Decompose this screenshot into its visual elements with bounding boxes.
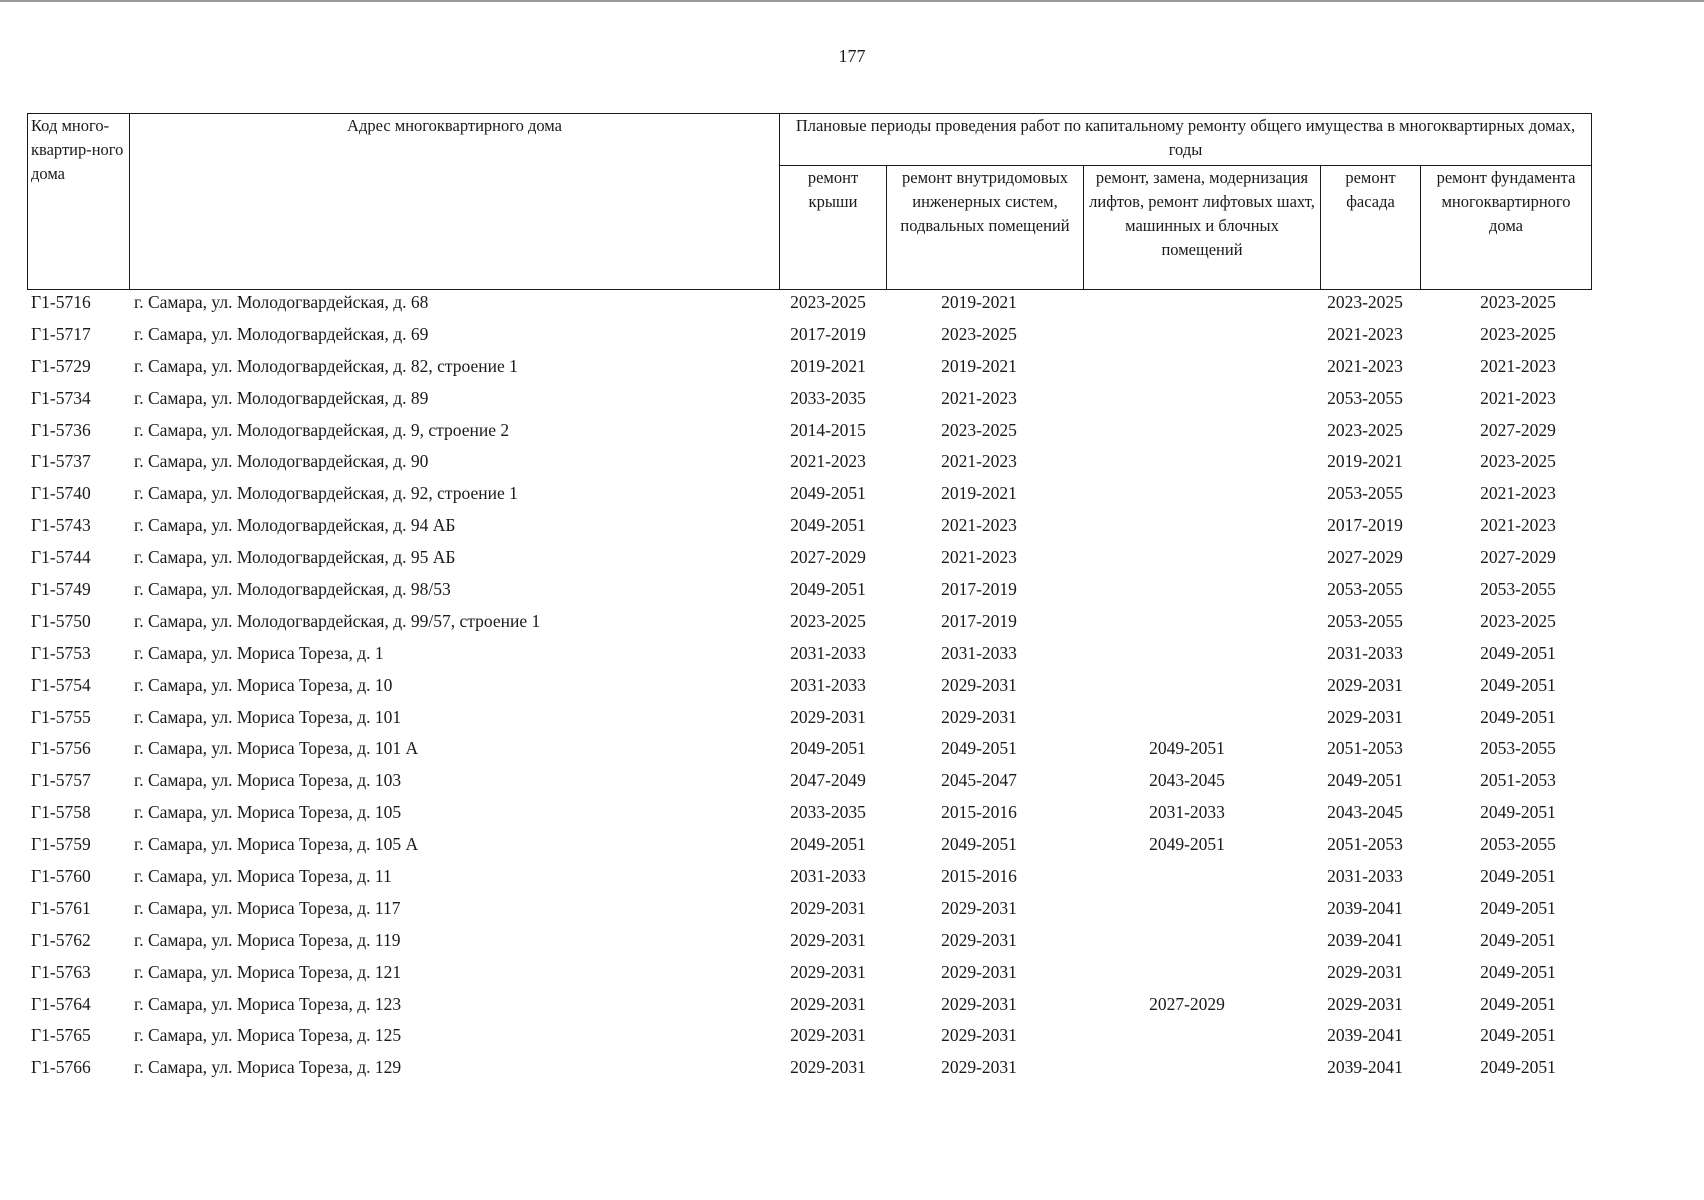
foundation-period: 2049-2051 bbox=[1480, 802, 1556, 823]
engineering-period: 2019-2021 bbox=[941, 292, 1017, 312]
roof-period: 2029-2031 bbox=[790, 929, 866, 950]
lifts-period: 2027-2029 bbox=[1149, 993, 1225, 1014]
house-code: Г1-5744 bbox=[31, 547, 91, 568]
house-code: Г1-5729 bbox=[31, 355, 91, 376]
engineering-period: 2021-2023 bbox=[941, 387, 1017, 408]
engineering-period: 2049-2051 bbox=[941, 738, 1017, 759]
roof-period: 2019-2021 bbox=[790, 355, 866, 376]
house-address: г. Самара, ул. Мориса Тореза, д. 101 bbox=[134, 706, 402, 727]
foundation-period: 2053-2055 bbox=[1480, 738, 1556, 759]
foundation-period: 2049-2051 bbox=[1480, 1057, 1556, 1078]
house-address: г. Самара, ул. Мориса Тореза, д. 101 А bbox=[134, 738, 419, 759]
house-address: г. Самара, ул. Молодогвардейская, д. 68 bbox=[134, 292, 429, 312]
engineering-period: 2031-2033 bbox=[941, 642, 1017, 663]
facade-period: 2021-2023 bbox=[1327, 323, 1403, 344]
house-code: Г1-5743 bbox=[31, 515, 91, 536]
house-address: г. Самара, ул. Молодогвардейская, д. 69 bbox=[134, 323, 429, 344]
foundation-period: 2027-2029 bbox=[1480, 419, 1556, 440]
facade-period: 2053-2055 bbox=[1327, 483, 1403, 504]
house-address: г. Самара, ул. Мориса Тореза, д. 119 bbox=[134, 929, 401, 950]
foundation-period: 2021-2023 bbox=[1480, 515, 1556, 536]
house-address: г. Самара, ул. Молодогвардейская, д. 99/57, строение 1 bbox=[134, 610, 541, 631]
engineering-period: 2021-2023 bbox=[941, 515, 1017, 536]
facade-period: 2051-2053 bbox=[1327, 834, 1403, 855]
roof-period: 2049-2051 bbox=[790, 738, 866, 759]
header-periods-group: Плановые периоды проведения работ по капитальному ремонту общего имущества в многоквартирных домах, годы bbox=[780, 114, 1592, 166]
house-code: Г1-5763 bbox=[31, 961, 91, 982]
engineering-period: 2029-2031 bbox=[941, 1025, 1017, 1046]
engineering-period: 2015-2016 bbox=[941, 866, 1017, 887]
house-code: Г1-5753 bbox=[31, 642, 91, 663]
roof-period: 2049-2051 bbox=[790, 579, 866, 600]
engineering-period: 2029-2031 bbox=[941, 1057, 1017, 1078]
house-code: Г1-5759 bbox=[31, 834, 91, 855]
roof-period: 2031-2033 bbox=[790, 642, 866, 663]
engineering-period: 2029-2031 bbox=[941, 897, 1017, 918]
foundation-period: 2023-2025 bbox=[1480, 323, 1556, 344]
foundation-period: 2049-2051 bbox=[1480, 1025, 1556, 1046]
lifts-period: 2049-2051 bbox=[1149, 738, 1225, 759]
house-address: г. Самара, ул. Мориса Тореза, д. 1 bbox=[134, 642, 384, 663]
house-address: г. Самара, ул. Мориса Тореза, д. 129 bbox=[134, 1057, 402, 1078]
house-address: г. Самара, ул. Молодогвардейская, д. 9, строение 2 bbox=[134, 419, 510, 440]
engineering-period: 2021-2023 bbox=[941, 547, 1017, 568]
page-top-border bbox=[0, 0, 1704, 2]
header-engineering: ремонт внутридомовых инженерных систем, подвальных помещений bbox=[887, 166, 1084, 290]
engineering-period: 2019-2021 bbox=[941, 483, 1017, 504]
roof-period: 2029-2031 bbox=[790, 993, 866, 1014]
house-address: г. Самара, ул. Мориса Тореза, д. 105 А bbox=[134, 834, 419, 855]
house-address: г. Самара, ул. Мориса Тореза, д. 123 bbox=[134, 993, 402, 1014]
roof-period: 2029-2031 bbox=[790, 961, 866, 982]
page-number: 177 bbox=[838, 46, 866, 66]
foundation-period: 2049-2051 bbox=[1480, 674, 1556, 695]
facade-period: 2019-2021 bbox=[1327, 451, 1403, 472]
engineering-period: 2017-2019 bbox=[941, 579, 1017, 600]
house-address: г. Самара, ул. Мориса Тореза, д. 11 bbox=[134, 866, 392, 887]
facade-period: 2029-2031 bbox=[1327, 674, 1403, 695]
house-code: Г1-5737 bbox=[31, 451, 91, 472]
house-address: г. Самара, ул. Молодогвардейская, д. 95 АБ bbox=[134, 547, 456, 568]
roof-period: 2029-2031 bbox=[790, 1057, 866, 1078]
foundation-period: 2027-2029 bbox=[1480, 547, 1556, 568]
engineering-period: 2029-2031 bbox=[941, 929, 1017, 950]
facade-period: 2023-2025 bbox=[1327, 419, 1403, 440]
facade-period: 2039-2041 bbox=[1327, 1025, 1403, 1046]
facade-period: 2017-2019 bbox=[1327, 515, 1403, 536]
engineering-period: 2029-2031 bbox=[941, 961, 1017, 982]
facade-period: 2029-2031 bbox=[1327, 993, 1403, 1014]
header-facade: ремонт фасада bbox=[1321, 166, 1421, 290]
header-roof: ремонт крыши bbox=[780, 166, 887, 290]
foundation-period: 2051-2053 bbox=[1480, 770, 1556, 791]
house-code: Г1-5766 bbox=[31, 1057, 91, 1078]
house-code: Г1-5717 bbox=[31, 323, 91, 344]
facade-period: 2053-2055 bbox=[1327, 610, 1403, 631]
roof-period: 2049-2051 bbox=[790, 515, 866, 536]
house-address: г. Самара, ул. Молодогвардейская, д. 94 АБ bbox=[134, 515, 456, 536]
facade-period: 2021-2023 bbox=[1327, 355, 1403, 376]
house-code: Г1-5761 bbox=[31, 897, 91, 918]
house-address: г. Самара, ул. Молодогвардейская, д. 98/53 bbox=[134, 579, 451, 600]
facade-period: 2031-2033 bbox=[1327, 866, 1403, 887]
header-code: Код много-квартир-ного дома bbox=[28, 114, 130, 290]
foundation-period: 2049-2051 bbox=[1480, 993, 1556, 1014]
house-code: Г1-5716 bbox=[31, 292, 91, 312]
house-code: Г1-5756 bbox=[31, 738, 91, 759]
foundation-period: 2053-2055 bbox=[1480, 834, 1556, 855]
roof-period: 2014-2015 bbox=[790, 419, 866, 440]
foundation-period: 2049-2051 bbox=[1480, 897, 1556, 918]
roof-period: 2049-2051 bbox=[790, 483, 866, 504]
facade-period: 2053-2055 bbox=[1327, 387, 1403, 408]
house-code: Г1-5762 bbox=[31, 929, 91, 950]
lifts-period: 2049-2051 bbox=[1149, 834, 1225, 855]
foundation-period: 2049-2051 bbox=[1480, 961, 1556, 982]
house-code: Г1-5736 bbox=[31, 419, 91, 440]
engineering-period: 2019-2021 bbox=[941, 355, 1017, 376]
roof-period: 2023-2025 bbox=[790, 610, 866, 631]
engineering-period: 2029-2031 bbox=[941, 706, 1017, 727]
house-address: г. Самара, ул. Мориса Тореза, д. 117 bbox=[134, 897, 401, 918]
house-address: г. Самара, ул. Молодогвардейская, д. 90 bbox=[134, 451, 429, 472]
lifts-period: 2043-2045 bbox=[1149, 770, 1225, 791]
facade-period: 2039-2041 bbox=[1327, 1057, 1403, 1078]
house-code: Г1-5764 bbox=[31, 993, 91, 1014]
engineering-period: 2045-2047 bbox=[941, 770, 1017, 791]
facade-period: 2029-2031 bbox=[1327, 961, 1403, 982]
house-code: Г1-5734 bbox=[31, 387, 91, 408]
engineering-period: 2021-2023 bbox=[941, 451, 1017, 472]
header-address: Адрес многоквартирного дома bbox=[130, 114, 780, 290]
facade-period: 2051-2053 bbox=[1327, 738, 1403, 759]
house-address: г. Самара, ул. Молодогвардейская, д. 82, строение 1 bbox=[134, 355, 518, 376]
facade-period: 2027-2029 bbox=[1327, 547, 1403, 568]
foundation-period: 2049-2051 bbox=[1480, 706, 1556, 727]
engineering-period: 2029-2031 bbox=[941, 993, 1017, 1014]
engineering-period: 2029-2031 bbox=[941, 674, 1017, 695]
facade-period: 2049-2051 bbox=[1327, 770, 1403, 791]
foundation-period: 2049-2051 bbox=[1480, 866, 1556, 887]
engineering-period: 2023-2025 bbox=[941, 419, 1017, 440]
engineering-period: 2017-2019 bbox=[941, 610, 1017, 631]
lifts-period: 2031-2033 bbox=[1149, 802, 1225, 823]
foundation-period: 2021-2023 bbox=[1480, 387, 1556, 408]
roof-period: 2031-2033 bbox=[790, 866, 866, 887]
engineering-period: 2049-2051 bbox=[941, 834, 1017, 855]
house-code: Г1-5758 bbox=[31, 802, 91, 823]
house-code: Г1-5755 bbox=[31, 706, 91, 727]
engineering-period: 2023-2025 bbox=[941, 323, 1017, 344]
house-address: г. Самара, ул. Мориса Тореза, д. 103 bbox=[134, 770, 402, 791]
house-code: Г1-5760 bbox=[31, 866, 91, 887]
house-address: г. Самара, ул. Молодогвардейская, д. 92, строение 1 bbox=[134, 483, 518, 504]
facade-period: 2053-2055 bbox=[1327, 579, 1403, 600]
roof-period: 2029-2031 bbox=[790, 897, 866, 918]
header-foundation: ремонт фундамента многоквартирного дома bbox=[1421, 166, 1592, 290]
house-address: г. Самара, ул. Мориса Тореза, д. 10 bbox=[134, 674, 393, 695]
house-address: г. Самара, ул. Мориса Тореза, д. 121 bbox=[134, 961, 402, 982]
roof-period: 2017-2019 bbox=[790, 323, 866, 344]
foundation-period: 2053-2055 bbox=[1480, 579, 1556, 600]
foundation-period: 2049-2051 bbox=[1480, 642, 1556, 663]
foundation-period: 2021-2023 bbox=[1480, 483, 1556, 504]
table-header bbox=[27, 113, 1592, 290]
house-address: г. Самара, ул. Молодогвардейская, д. 89 bbox=[134, 387, 429, 408]
house-code: Г1-5750 bbox=[31, 610, 91, 631]
facade-period: 2031-2033 bbox=[1327, 642, 1403, 663]
house-code: Г1-5757 bbox=[31, 770, 91, 791]
roof-period: 2027-2029 bbox=[790, 547, 866, 568]
house-code: Г1-5765 bbox=[31, 1025, 91, 1046]
house-address: г. Самара, ул. Мориса Тореза, д. 105 bbox=[134, 802, 402, 823]
roof-period: 2033-2035 bbox=[790, 802, 866, 823]
house-code: Г1-5740 bbox=[31, 483, 91, 504]
roof-period: 2031-2033 bbox=[790, 674, 866, 695]
facade-period: 2039-2041 bbox=[1327, 897, 1403, 918]
facade-period: 2043-2045 bbox=[1327, 802, 1403, 823]
roof-period: 2029-2031 bbox=[790, 1025, 866, 1046]
roof-period: 2047-2049 bbox=[790, 770, 866, 791]
roof-period: 2029-2031 bbox=[790, 706, 866, 727]
header-lifts: ремонт, замена, модернизация лифтов, ремонт лифтовых шахт, машинных и блочных помещений bbox=[1084, 166, 1321, 290]
foundation-period: 2021-2023 bbox=[1480, 355, 1556, 376]
house-code: Г1-5749 bbox=[31, 579, 91, 600]
roof-period: 2033-2035 bbox=[790, 387, 866, 408]
house-address: г. Самара, ул. Мориса Тореза, д. 125 bbox=[134, 1025, 402, 1046]
house-code: Г1-5754 bbox=[31, 674, 91, 695]
roof-period: 2049-2051 bbox=[790, 834, 866, 855]
foundation-period: 2023-2025 bbox=[1480, 451, 1556, 472]
facade-period: 2023-2025 bbox=[1327, 292, 1403, 312]
foundation-period: 2023-2025 bbox=[1480, 610, 1556, 631]
roof-period: 2021-2023 bbox=[790, 451, 866, 472]
facade-period: 2029-2031 bbox=[1327, 706, 1403, 727]
engineering-period: 2015-2016 bbox=[941, 802, 1017, 823]
foundation-period: 2049-2051 bbox=[1480, 929, 1556, 950]
foundation-period: 2023-2025 bbox=[1480, 292, 1556, 312]
facade-period: 2039-2041 bbox=[1327, 929, 1403, 950]
roof-period: 2023-2025 bbox=[790, 292, 866, 312]
